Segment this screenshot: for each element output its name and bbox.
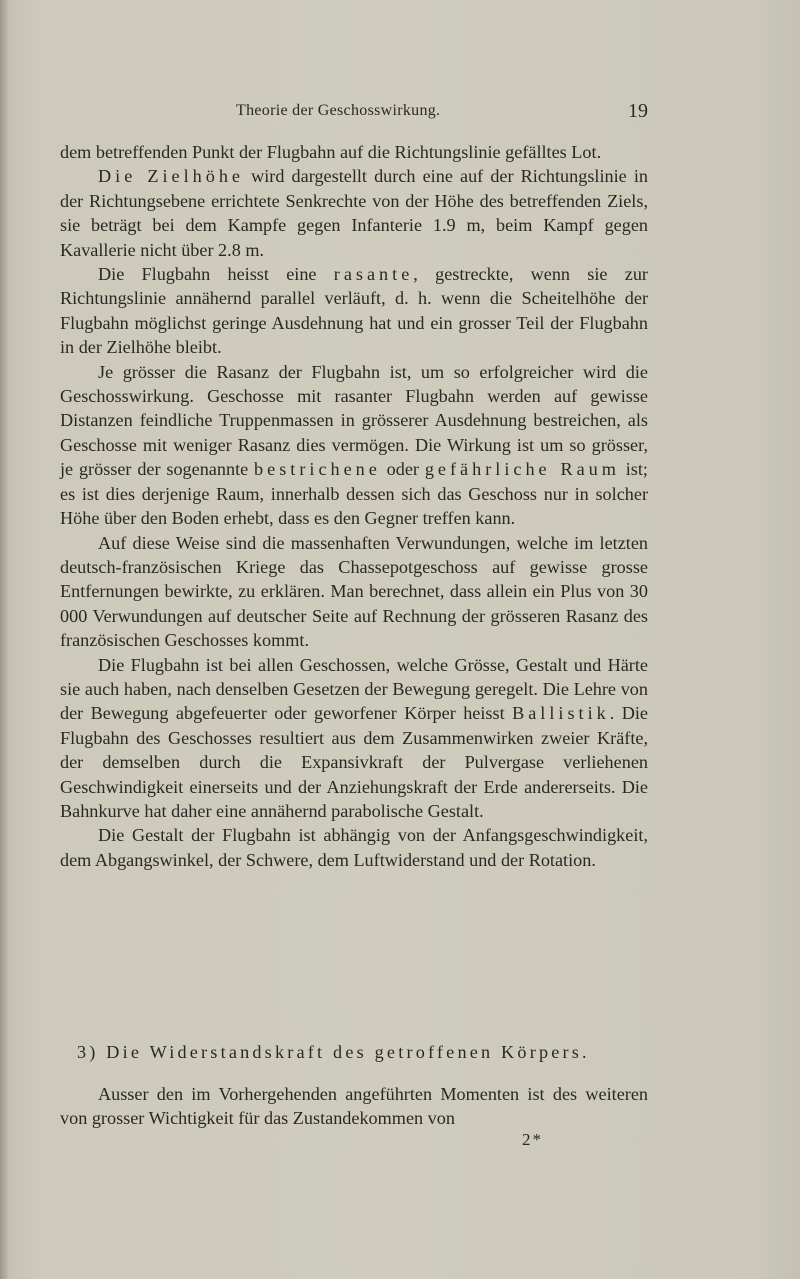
- section-text: [60, 1082, 648, 1131]
- running-title: Theorie der Geschosswirkung.: [236, 102, 441, 119]
- main-text: [60, 140, 648, 872]
- paragraph-text: ist; es ist dies derjenige Raum, innerhalb dessen sich das Geschoss nur in solcher Höhe über den Boden erhebt, dass es den Gegner treffen kann.: [60, 459, 648, 529]
- paragraph-text: , gestreckte, wenn sie zur Richtungslinie annähernd parallel verläuft, d. h. wenn die Scheitelhöhe der Flugbahn möglichst geringe Ausdehnung hat und ein grosser Teil der Flugbahn in der Zielhöhe bleibt.: [60, 264, 648, 358]
- page-header: [60, 100, 648, 126]
- paragraph: [60, 823, 648, 872]
- page-number: 19: [628, 100, 648, 122]
- section-heading: 3) Die Widerstandskraft des getroffenen Körpers.: [77, 1042, 590, 1062]
- paragraph-text: Auf diese Weise sind die massenhaften Verwundungen, welche im letzten deutsch-französischen Kriege das Chassepotgeschoss auf gewisse grosse Entfernungen bewirkte, zu erklären. Man berechnet, dass allein ein Plus von 30 000 Verwundungen auf deutscher Seite auf Rechnung der grösseren Rasanz des französischen Geschosses kommt.: [60, 532, 648, 651]
- paragraph: [60, 531, 648, 653]
- paragraph: [60, 653, 648, 824]
- paragraph-text: Die Flugbahn ist bei allen Geschossen, welche Grösse, Gestalt und Härte sie auch haben, nach denselben Gesetzen der Bewegung geregelt. Die Lehre von der Bewegung abgefeuerter oder geworfener Körper heisst: [60, 654, 648, 724]
- paragraph-text: . Die Flugbahn des Geschosses resultiert aus dem Zusammenwirken zweier Kräfte, der demselben durch die Expansivkraft der Pulvergase verliehenen Geschwindigkeit einerseits und der Anziehungskraft der Erde andererseits. Die Bahnkurve hat daher eine annähernd parabolische Gestalt.: [60, 703, 648, 821]
- paragraph-text: dem betreffenden Punkt der Flugbahn auf die Richtungslinie gefälltes Lot.: [60, 142, 602, 162]
- paragraph-text: Die Flugbahn heisst eine: [98, 264, 334, 285]
- emphasized-term: bestrichene: [254, 459, 381, 480]
- emphasized-term: Die Zielhöhe: [98, 166, 245, 187]
- signature-mark: 2*: [522, 1130, 543, 1149]
- paragraph-text: Je grösser die Rasanz der Flugbahn ist, um so erfolgreicher wird die Geschosswirkung. Geschosse mit rasanter Flugbahn werden auf gewisse Distanzen feindliche Truppenmassen in grösserer Ausdehnung bestreichen, als Geschosse mit weniger Rasanz dies vermögen. Die Wirkung ist um so grösser, je grösser der sogenannte: [60, 361, 648, 480]
- emphasized-term: gefährliche Raum: [424, 459, 620, 480]
- emphasized-term: rasante: [333, 264, 414, 285]
- paragraph: [60, 1082, 648, 1131]
- paragraph: [60, 164, 648, 262]
- paragraph-text: oder: [380, 459, 425, 480]
- page-binding-edge: [0, 0, 8, 1279]
- paragraph: [60, 262, 648, 360]
- paragraph-text: Ausser den im Vorhergehenden angeführten Momenten ist des weiteren von grosser Wichtigkeit für das Zustandekommen von: [60, 1084, 648, 1129]
- paragraph: [60, 360, 648, 531]
- paragraph: [60, 140, 648, 164]
- paragraph-text: wird dargestellt durch eine auf der Richtungslinie in der Richtungsebene errichtete Senkrechte von der Höhe des betreffenden Ziels, sie beträgt bei dem Kampfe gegen Infanterie 1.9 m, beim Kampf gegen Kavallerie nicht über 2.8 m.: [60, 166, 648, 260]
- paragraph-text: Die Gestalt der Flugbahn ist abhängig von der Anfangsgeschwindigkeit, dem Abgangswinkel, der Schwere, dem Luftwiderstand und der Rotation.: [60, 825, 648, 870]
- emphasized-term: Ballistik: [512, 703, 610, 724]
